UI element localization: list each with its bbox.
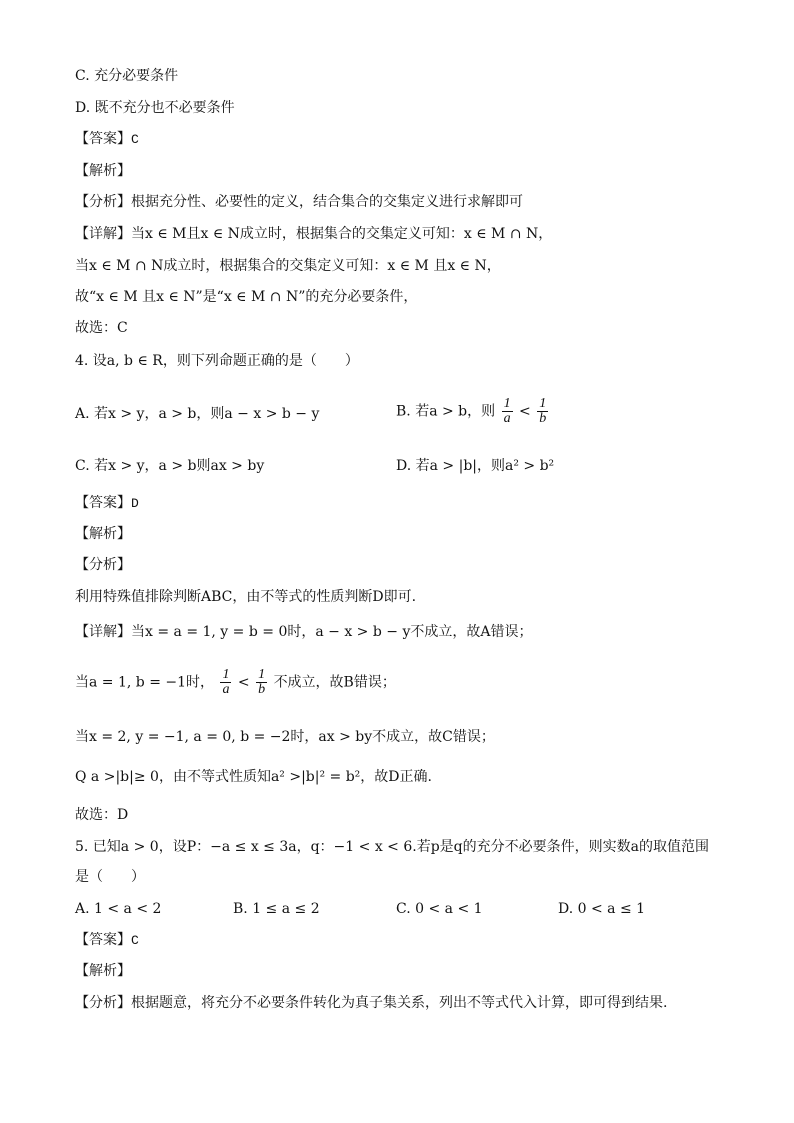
q3-detail-line-1 xyxy=(75,224,552,244)
answer-value: C xyxy=(131,933,139,948)
q5-stem-line-2: 是（ ） xyxy=(75,869,145,885)
q4-detail-line-4: Q a >|b|≥ 0，由不等式性质知a² >|b|² = b²，故D正确. xyxy=(75,769,432,785)
q4-detail-line-3: 当x = 2, y = −1, a = 0, b = −2时，ax > by不成立，故C错误； xyxy=(75,729,495,745)
q4-choose: 故选：D xyxy=(75,807,129,823)
detail-l2-prefix: 当a = 1, b = −1时， xyxy=(75,674,215,691)
q4-option-d: D. 若a > |b|，则a² > b² xyxy=(396,458,555,474)
q5-fenxi xyxy=(75,993,667,1013)
answer-value: C xyxy=(131,132,139,147)
answer-tag: 【答案】 xyxy=(75,495,131,511)
detail-l2-suffix: 不成立，故B错误； xyxy=(273,674,396,691)
q4-detail-line-2 xyxy=(75,668,396,697)
q4-stem: 4. 设a, b ∈ R，则下列命题正确的是（ ） xyxy=(75,353,359,369)
q3-option-d: D. 既不充分也不必要条件 xyxy=(75,100,235,116)
q5-option-d: D. 0 < a ≤ 1 xyxy=(558,901,646,917)
q5-stem-line-1: 5. 已知a > 0，设P：−a ≤ x ≤ 3a，q：−1 < x < 6.若p是q的充分不必要条件，则实数a的取值范围 xyxy=(75,839,709,855)
detail-text: 当x = a = 1, y = b = 0时，a − x > b − y不成立，故A错误； xyxy=(131,624,533,640)
detail-tag: 【详解】 xyxy=(75,226,131,242)
option-b-prefix: B. 若a > b，则 xyxy=(396,403,496,420)
q4-option-b xyxy=(396,397,550,426)
fraction-1-over-a: $\frac{1}{a}$ xyxy=(222,667,230,697)
q4-analysis-tag: 【解析】 xyxy=(75,526,131,542)
fraction-1-over-b: $\frac{1}{b}$ xyxy=(258,667,266,697)
q3-choose: 故选：C xyxy=(75,320,128,336)
q5-option-b: B. 1 ≤ a ≤ 2 xyxy=(233,901,320,917)
q5-analysis-tag: 【解析】 xyxy=(75,963,131,979)
q3-fenxi xyxy=(75,192,523,212)
fraction-1-over-b: $\frac{1}{b}$ xyxy=(539,396,547,426)
q5-option-a: A. 1 < a < 2 xyxy=(75,901,162,917)
q4-option-c: C. 若x > y，a > b则ax > by xyxy=(75,458,265,474)
q4-detail-line-1 xyxy=(75,622,532,642)
less-than-sign: < xyxy=(519,403,531,420)
q4-fenxi-text: 利用特殊值排除判断ABC，由不等式的性质判断D即可. xyxy=(75,589,417,605)
less-than-sign: < xyxy=(237,674,250,691)
fenxi-tag: 【分析】 xyxy=(75,995,131,1011)
fenxi-text: 根据题意，将充分不必要条件转化为真子集关系，列出不等式代入计算，即可得到结果. xyxy=(131,995,668,1011)
q4-fenxi-tag: 【分析】 xyxy=(75,557,131,573)
fenxi-tag: 【分析】 xyxy=(75,194,131,210)
answer-tag: 【答案】 xyxy=(75,131,131,147)
q3-analysis-tag: 【解析】 xyxy=(75,163,131,179)
q3-option-c: C. 充分必要条件 xyxy=(75,68,179,84)
answer-tag: 【答案】 xyxy=(75,932,131,948)
detail-text: 当x ∈ M且x ∈ N成立时，根据集合的交集定义可知：x ∈ M ∩ N， xyxy=(131,226,553,242)
q3-detail-line-2: 当x ∈ M ∩ N成立时，根据集合的交集定义可知：x ∈ M 且x ∈ N， xyxy=(75,258,501,274)
q5-answer xyxy=(75,930,139,951)
answer-value: D xyxy=(131,496,139,511)
q3-detail-line-3: 故“x ∈ M 且x ∈ N”是“x ∈ M ∩ N”的充分必要条件， xyxy=(75,289,418,305)
detail-tag: 【详解】 xyxy=(75,624,131,640)
q3-answer xyxy=(75,129,139,150)
q4-answer xyxy=(75,493,139,514)
q5-option-c: C. 0 < a < 1 xyxy=(396,901,483,917)
q4-option-a: A. 若x > y，a > b，则a − x > b − y xyxy=(75,406,320,422)
fenxi-text: 根据充分性、必要性的定义，结合集合的交集定义进行求解即可 xyxy=(131,194,523,210)
fraction-1-over-a: $\frac{1}{a}$ xyxy=(503,396,511,426)
